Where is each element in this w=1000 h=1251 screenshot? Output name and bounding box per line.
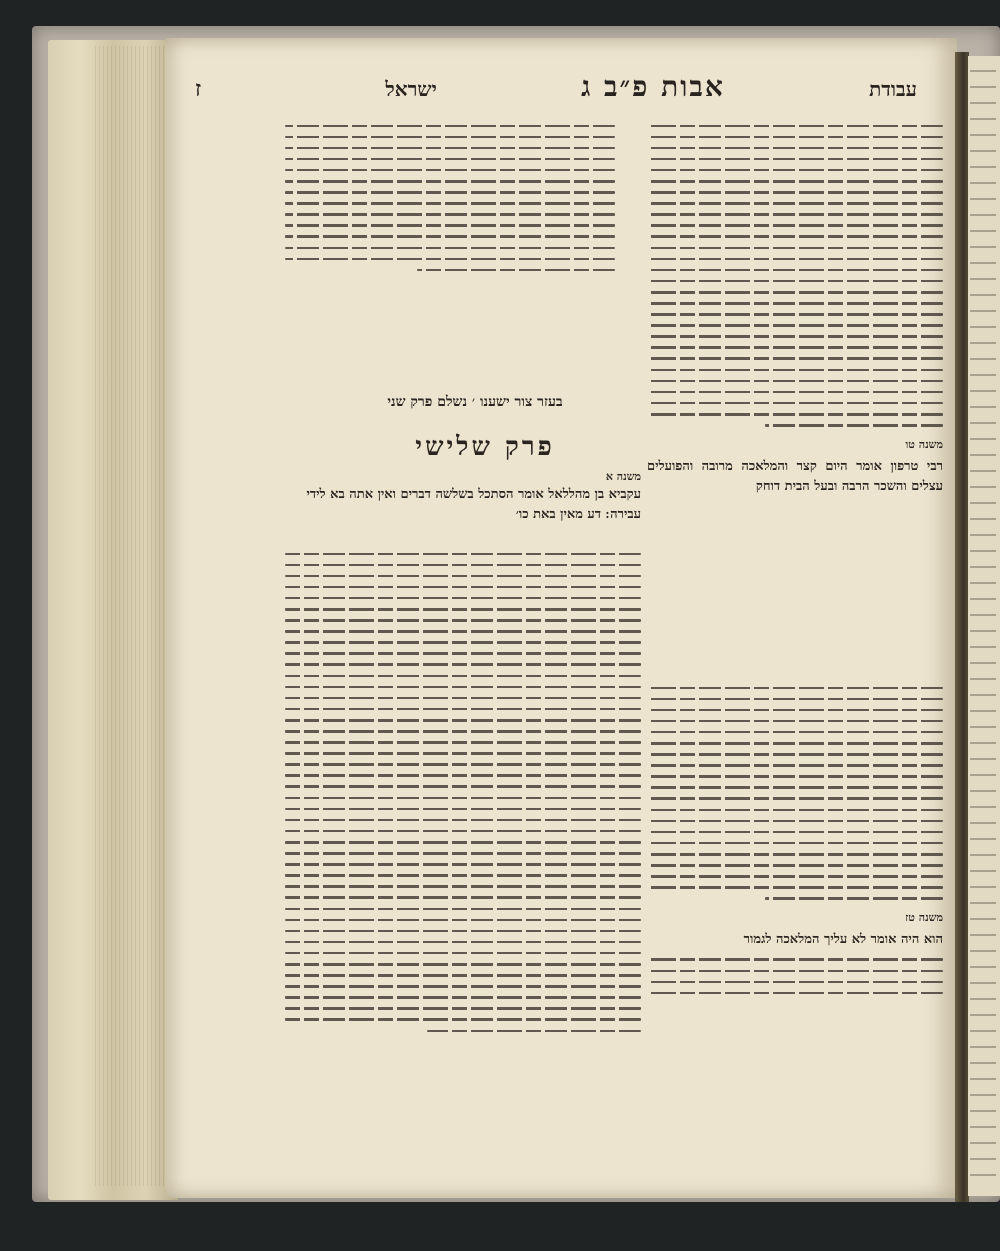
text-line [970,166,996,168]
text-line [647,202,943,205]
text-line [970,342,996,344]
text-line [285,874,641,877]
text-line [970,198,996,200]
text-line [970,406,996,408]
text-line [285,652,641,655]
text-line [970,886,996,888]
text-line [970,1174,996,1176]
text-line [285,663,641,666]
text-line [285,908,641,911]
text-line [647,698,943,701]
text-line [647,992,943,995]
text-line [970,934,996,936]
text-line [647,853,943,856]
text-line [970,246,996,248]
text-line [285,996,641,999]
text-line [285,1018,641,1021]
text-line [285,819,641,822]
text-line [285,952,641,955]
text-line [970,758,996,760]
text-line [970,534,996,536]
text-line [970,326,996,328]
text-line [970,502,996,504]
text-line [285,808,641,811]
header-title: אבות פ״ב ג [581,70,725,103]
text-line [285,575,641,578]
text-line [970,998,996,1000]
header-left-word: ישראל [385,77,437,101]
text-line [970,1062,996,1064]
text-line [970,454,996,456]
text-line [970,1094,996,1096]
text-line [427,1030,641,1033]
text-line [285,974,641,977]
text-line [970,518,996,520]
text-line [970,70,996,72]
commentary-column-left [285,116,615,280]
text-line [285,136,615,139]
text-line [285,697,641,700]
text-line [285,741,641,744]
text-line [285,202,615,205]
text-line [285,730,641,733]
chapter-closing-line: בעזר צור ישענו ׳ נשלם פרק שני [387,394,563,410]
text-line [647,809,943,812]
text-line [285,896,641,899]
text-line [285,752,641,755]
text-line [285,258,615,261]
text-line [970,838,996,840]
text-line [970,614,996,616]
text-line [970,1142,996,1144]
text-line [970,486,996,488]
mishnah-16-text: הוא היה אומר לא עליך המלאכה לגמור [743,931,943,947]
text-line [647,324,943,327]
text-line [970,806,996,808]
text-line [647,886,943,889]
text-line [285,147,615,150]
text-line [285,785,641,788]
text-line [285,919,641,922]
text-line [970,214,996,216]
text-line [647,720,943,723]
text-line [647,346,943,349]
text-line [647,391,943,394]
text-line [970,150,996,152]
text-line [970,230,996,232]
text-line [970,470,996,472]
text-line [970,278,996,280]
text-line [970,678,996,680]
text-line [647,136,943,139]
text-line [970,726,996,728]
text-line [647,775,943,778]
text-line [647,369,943,372]
text-line [285,985,641,988]
text-line [647,169,943,172]
text-line [647,797,943,800]
text-line [647,380,943,383]
book-page [165,38,957,1198]
text-line [970,1110,996,1112]
text-line [970,118,996,120]
text-line [285,863,641,866]
text-line [285,830,641,833]
text-line [647,764,943,767]
text-line [647,402,943,405]
text-line [970,598,996,600]
text-line [285,941,641,944]
text-line [970,1046,996,1048]
text-line [285,641,641,644]
text-line [647,864,943,867]
page-edge-texture [95,46,175,1186]
text-line [647,247,943,250]
text-line [970,550,996,552]
text-line [970,630,996,632]
header-right-word: עבודת [869,77,917,101]
text-line [970,86,996,88]
text-line [285,1007,641,1010]
text-line [647,235,943,238]
text-line [285,619,641,622]
text-line [970,102,996,104]
text-line [647,742,943,745]
text-line [970,422,996,424]
text-line [285,797,641,800]
text-line [647,302,943,305]
commentary-column-right [647,116,943,497]
text-line [970,1014,996,1016]
text-line [285,630,641,633]
mishnah-label-15: משנה טו [905,438,943,452]
text-line [970,310,996,312]
text-line [647,687,943,690]
text-line [970,1078,996,1080]
text-line [647,147,943,150]
text-line [647,357,943,360]
text-line [285,597,641,600]
text-line [647,335,943,338]
text-line [285,885,641,888]
text-line [285,158,615,161]
text-line [285,224,615,227]
text-line [647,280,943,283]
facing-page-sliver [968,56,1000,1196]
text-line [647,313,943,316]
text-line [970,262,996,264]
text-line [970,774,996,776]
mishnah-label-16: משנה טז [905,911,943,925]
text-line [285,213,615,216]
text-line [970,742,996,744]
book-gutter [955,52,969,1202]
commentary-column-right-lower [647,678,943,1003]
text-line [970,822,996,824]
text-line [970,390,996,392]
text-line [285,180,615,183]
text-line [647,125,943,128]
text-line [285,774,641,777]
text-line [970,358,996,360]
text-line [285,553,641,556]
text-line [970,982,996,984]
text-line [647,731,943,734]
text-line [970,790,996,792]
text-line [285,169,615,172]
text-line [285,675,641,678]
text-line [970,966,996,968]
text-line [970,662,996,664]
text-line [647,958,943,961]
text-line [970,1126,996,1128]
running-header [195,70,917,110]
text-line [970,566,996,568]
text-line [647,842,943,845]
text-line [647,213,943,216]
text-line [970,950,996,952]
text-line [285,564,641,567]
text-line [970,582,996,584]
text-line [970,1158,996,1160]
text-line [647,158,943,161]
text-line [647,191,943,194]
text-line [285,247,615,250]
text-line [970,1030,996,1032]
text-line [970,134,996,136]
text-line [285,235,615,238]
text-line [647,269,943,272]
text-line [647,981,943,984]
text-line [765,897,943,900]
text-line [970,710,996,712]
text-line [647,820,943,823]
text-line [647,258,943,261]
text-line [970,902,996,904]
text-line [970,854,996,856]
text-line [285,763,641,766]
text-line [647,831,943,834]
text-line [285,586,641,589]
text-line [970,694,996,696]
text-line [285,708,641,711]
text-line [285,930,641,933]
text-line [285,686,641,689]
text-line [970,438,996,440]
text-line [970,646,996,648]
text-line [970,870,996,872]
mishnah-15-text: רבי טרפון אומר היום קצר והמלאכה מרובה והפועלים עצלים והשכר הרבה ובעל הבית דוחק [647,458,943,494]
text-line [285,841,641,844]
text-line [647,180,943,183]
text-line [647,786,943,789]
text-line [285,125,615,128]
text-line [970,374,996,376]
text-line [285,852,641,855]
text-line [647,753,943,756]
text-line [647,875,943,878]
mishnah-1-text: עקביא בן מהללאל אומר הסתכל בשלשה דברים ואין אתה בא לידי עבירה ׃ דע מאין באת כו׳ [306,487,641,522]
text-line [647,291,943,294]
page-number: ז [195,76,202,102]
text-line [970,294,996,296]
text-line [970,182,996,184]
mishnah-1-block [285,468,641,525]
commentary-column-left-lower [285,544,641,1041]
text-line [285,963,641,966]
text-line [285,608,641,611]
text-line [647,413,943,416]
text-line [647,970,943,973]
text-line [647,224,943,227]
text-line [970,918,996,920]
mishnah-label-1: משנה א [605,470,641,483]
text-line [285,719,641,722]
text-line [285,191,615,194]
chapter-title: פרק שלישי [415,432,555,462]
text-line [765,424,943,427]
text-line [417,269,615,272]
text-line [647,709,943,712]
